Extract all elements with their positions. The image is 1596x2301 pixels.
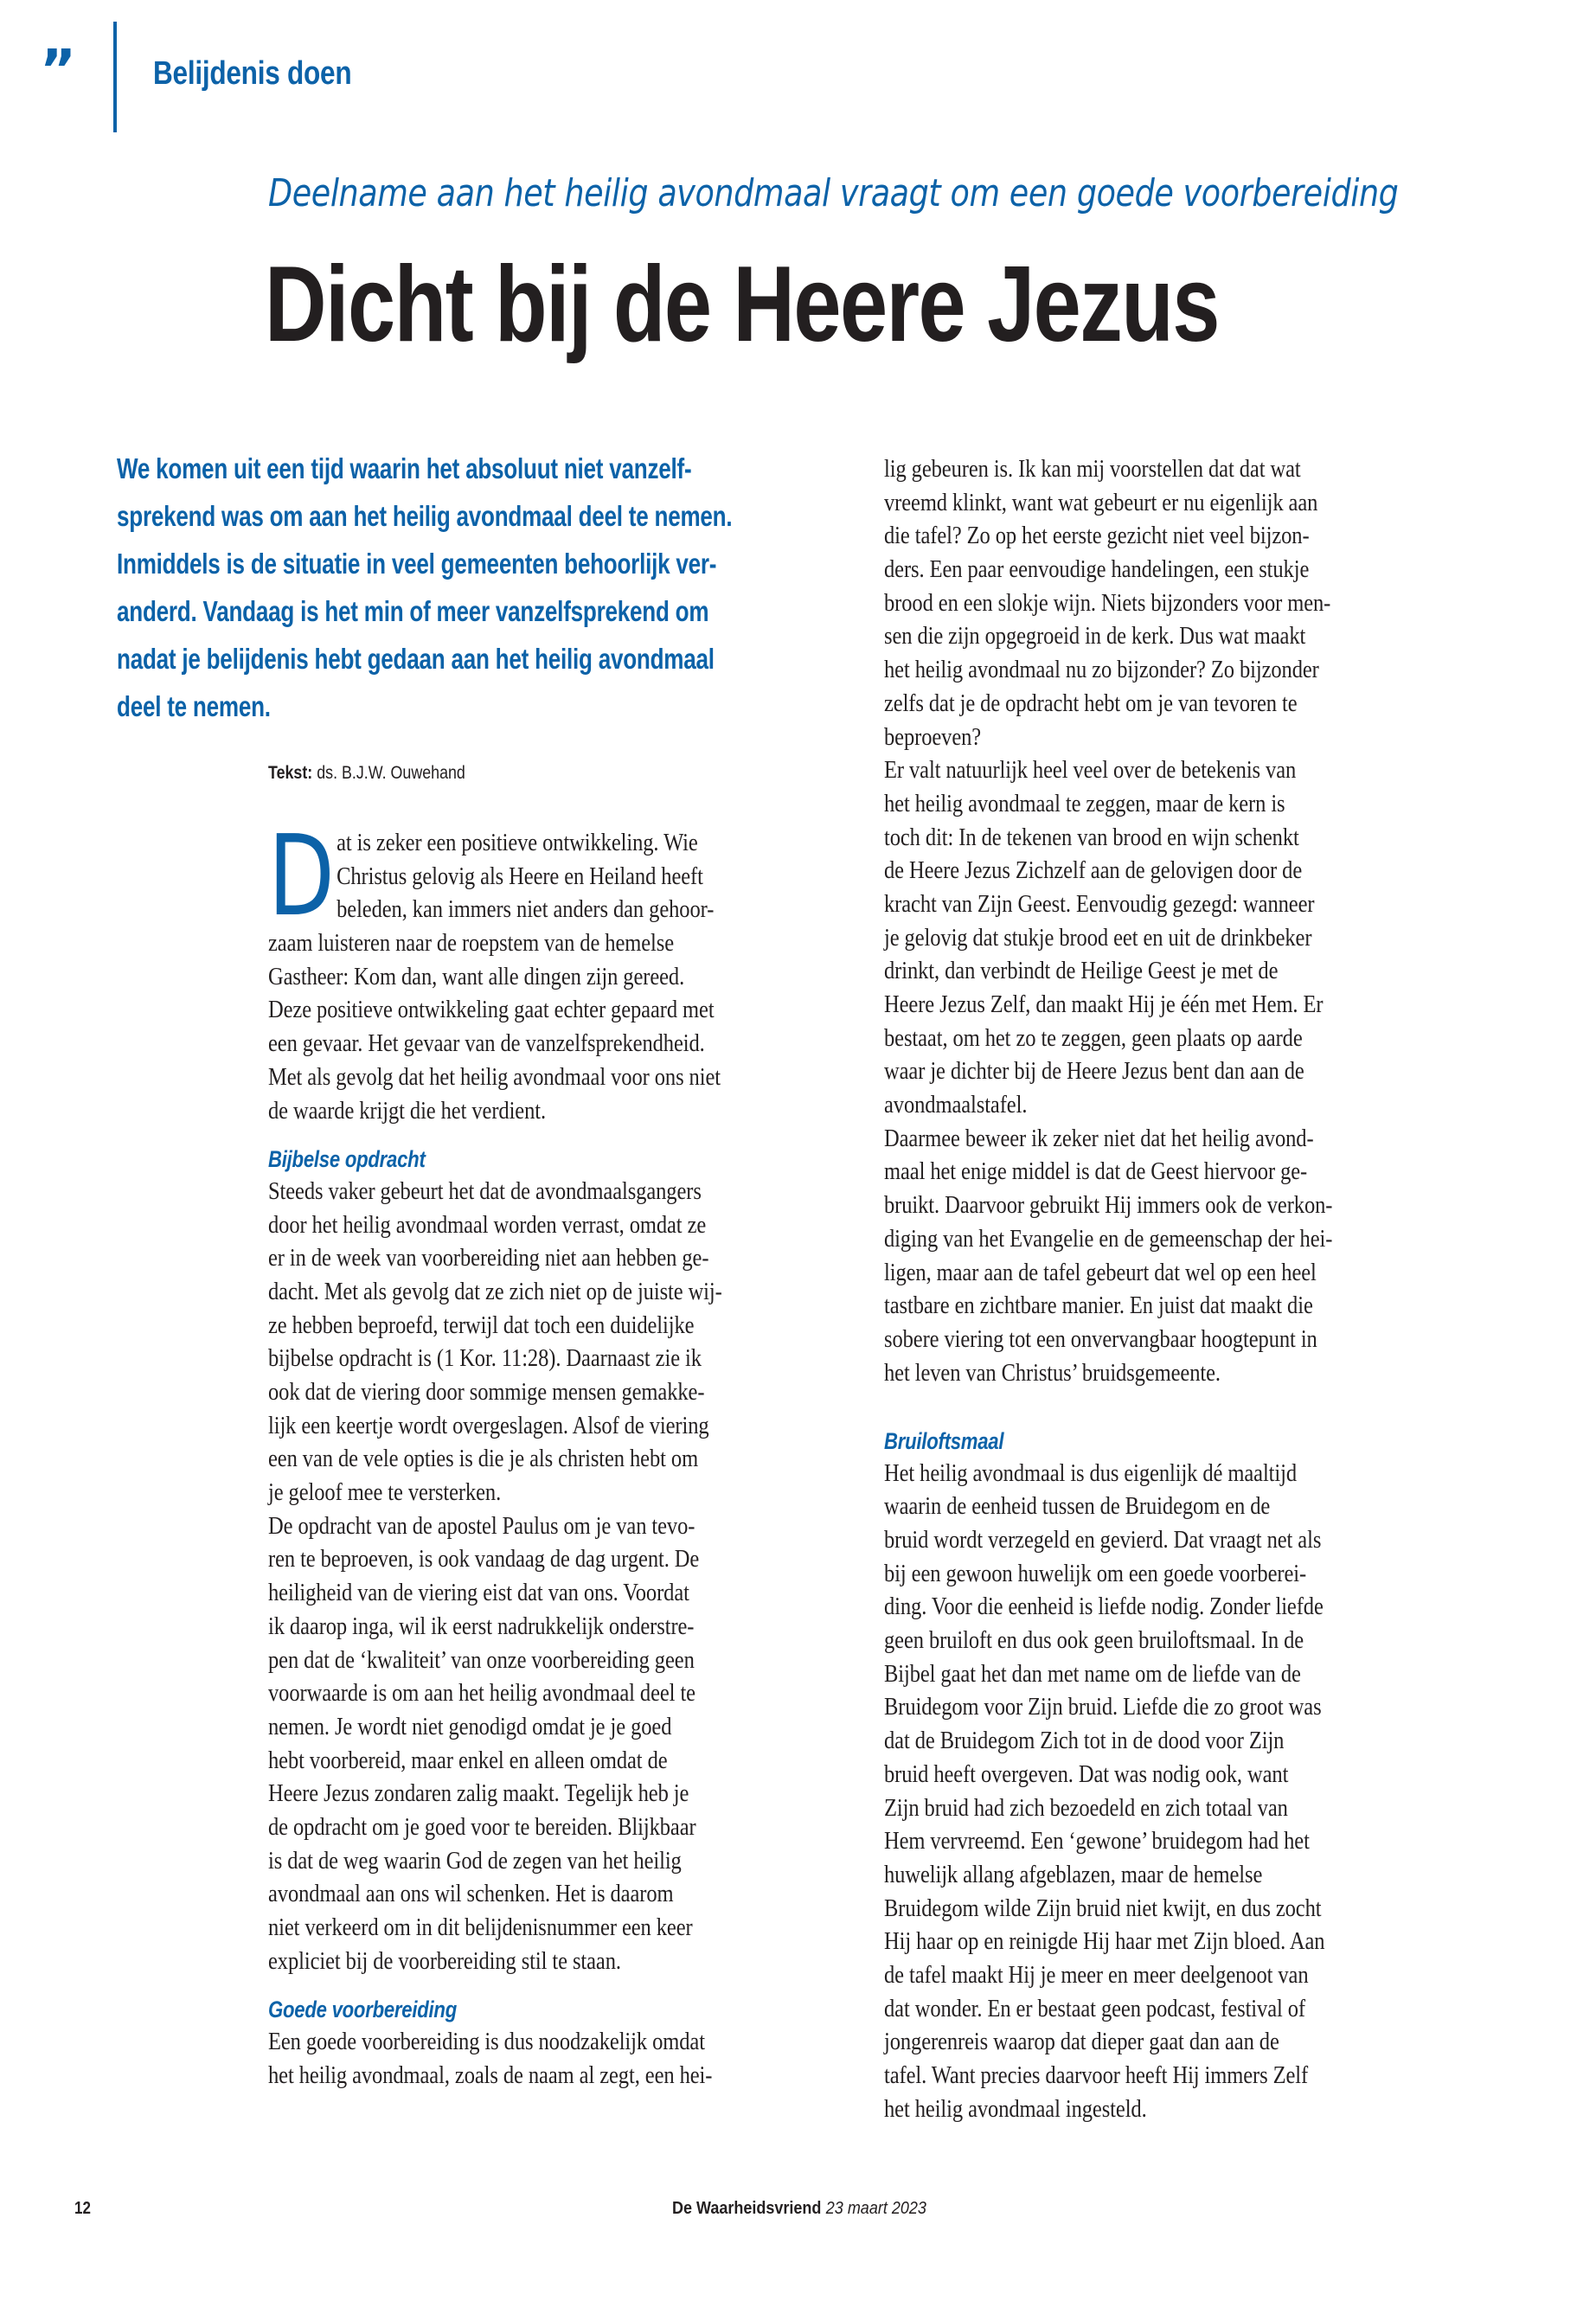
- body-line: Met als gevolg dat het heilig avondmaal voor ons niet: [268, 1063, 721, 1091]
- section-body: [884, 1458, 1507, 2127]
- body-line: is dat de weg waarin God de zegen van het heilig: [268, 1847, 682, 1875]
- body-line: sobere viering tot een onvervangbaar hoogtepunt in: [884, 1325, 1317, 1353]
- body-line: Het heilig avondmaal is dus eigenlijk dé maaltijd: [884, 1459, 1298, 1487]
- intro-line: sprekend was om aan het heilig avondmaal deel te nemen.: [117, 500, 733, 532]
- body-line: Hem vervreemd. Een ‘gewone’ bruidegom had het: [884, 1828, 1310, 1856]
- body-line: door het heilig avondmaal worden verrast, omdat ze: [268, 1211, 707, 1239]
- publication-date: 23 maart 2023: [825, 2199, 926, 2218]
- body-line: toch dit: In de tekenen van brood en wijn schenkt: [884, 824, 1299, 851]
- intro-line: deel te nemen.: [117, 690, 271, 722]
- section-body: [268, 2026, 891, 2093]
- body-line: tastbare en zichtbare manier. En juist dat maakt die: [884, 1292, 1313, 1320]
- body-line: nemen. Je wordt niet genodigd omdat je je goed: [268, 1713, 672, 1740]
- body-line: brood en een slokje wijn. Niets bijzonders voor men-: [884, 589, 1331, 617]
- byline-label: Tekst:: [268, 763, 313, 783]
- body-line: bij een gewoon huwelijk om een goede voorberei-: [884, 1560, 1307, 1587]
- footer-publication: [672, 2199, 926, 2219]
- body-line: Hij haar op en reinigde Hij haar met Zijn bloed. Aan: [884, 1928, 1325, 1956]
- body-line: De opdracht van de apostel Paulus om je van tevo-: [268, 1512, 695, 1540]
- intro-line: Inmiddels is de situatie in veel gemeenten behoorlijk ver-: [117, 548, 717, 580]
- body-line: ik daarop inga, wil ik eerst nadrukkelijk onderstre-: [268, 1612, 695, 1640]
- byline-author: ds. B.J.W. Ouwehand: [317, 763, 465, 783]
- paragraph: [268, 927, 891, 1128]
- body-line: Er valt natuurlijk heel veel over de betekenis van: [884, 757, 1297, 785]
- body-line: je geloof mee te versterken.: [268, 1479, 502, 1507]
- body-line: bruikt. Daarvoor gebruikt Hij immers ook de verkon-: [884, 1192, 1333, 1220]
- page-number: 12: [74, 2199, 91, 2218]
- body-line: ligen, maar aan de tafel gebeurt dat wel op een heel: [884, 1259, 1317, 1286]
- body-line: beleden, kan immers niet anders dan gehoor-: [337, 896, 715, 924]
- body-line: ze hebben beproefd, terwijl dat toch een duidelijke: [268, 1311, 695, 1339]
- article-subtitle: Deelname aan het heilig avondmaal vraagt om een goede voorbereiding: [268, 171, 1399, 215]
- article-intro: [117, 445, 841, 730]
- body-line: Bruidegom wilde Zijn bruid niet kwijt, en dus zocht: [884, 1894, 1322, 1922]
- body-line: er in de week van voorbereiding niet aan hebben ge-: [268, 1245, 709, 1272]
- body-line: tafel. Want precies daarvoor heeft Hij immers Zelf: [884, 2062, 1309, 2089]
- body-line: beproeven?: [884, 723, 982, 751]
- body-line: het heilig avondmaal ingesteld.: [884, 2095, 1147, 2123]
- body-line: dat wonder. En er bestaat geen podcast, festival of: [884, 1995, 1306, 2022]
- body-line: waar je dichter bij de Heere Jezus bent dan aan de: [884, 1058, 1304, 1086]
- body-line: heiligheid van de viering eist dat van ons. Voordat: [268, 1580, 689, 1607]
- closing-quote-icon: ”: [40, 39, 74, 103]
- body-line: de opdracht om je goed voor te bereiden. Blijkbaar: [268, 1813, 696, 1841]
- byline: [268, 761, 465, 785]
- subheading-goede-voorbereiding: Goede voorbereiding: [268, 1997, 457, 2023]
- intro-line: We komen uit een tijd waarin het absoluut niet vanzelf-: [117, 452, 692, 484]
- body-line: drinkt, dan verbindt de Heilige Geest je met de: [884, 958, 1279, 985]
- body-line: bruid heeft overgeven. Dat was nodig ook, want: [884, 1760, 1289, 1788]
- body-line: de waarde krijgt die het verdient.: [268, 1097, 547, 1125]
- body-line: avondmaal aan ons wil schenken. Het is daarom: [268, 1881, 674, 1908]
- spacer: [268, 1978, 891, 1992]
- subheading-bruiloftsmaal: Bruiloftsmaal: [884, 1427, 1004, 1454]
- body-line: ook dat de viering door sommige mensen gemakke-: [268, 1379, 705, 1406]
- body-line: expliciet bij de voorbereiding stil te staan.: [268, 1947, 621, 1975]
- body-line: ren te beproeven, is ook vandaag de dag urgent. De: [268, 1546, 700, 1574]
- body-line: Zijn bruid had zich bezoedeld en zich totaal van: [884, 1794, 1288, 1822]
- body-line: avondmaalstafel.: [884, 1092, 1028, 1119]
- body-line: lig gebeuren is. Ik kan mij voorstellen dat dat wat: [884, 456, 1301, 483]
- body-line: bruid wordt verzegeld en gevierd. Dat vraagt net als: [884, 1527, 1322, 1554]
- body-line: Een goede voorbereiding is dus noodzakelijk omdat: [268, 2029, 705, 2056]
- body-line: het heilig avondmaal te zeggen, maar de kern is: [884, 790, 1285, 817]
- body-line: Deze positieve ontwikkeling gaat echter gepaard met: [268, 997, 715, 1024]
- body-line: een gevaar. Het gevaar van de vanzelfsprekendheid.: [268, 1030, 705, 1058]
- body-line: Heere Jezus Zelf, dan maakt Hij je één met Hem. Er: [884, 991, 1324, 1018]
- spacer: [268, 1128, 891, 1142]
- body-line: de tafel maakt Hij je meer en meer deelgenoot van: [884, 1961, 1309, 1989]
- article-title: Dicht bij de Heere Jezus: [265, 245, 1219, 364]
- body-line: huwelijk allang afgeblazen, maar de hemelse: [884, 1861, 1263, 1888]
- body-line: ders. Een paar eenvoudige handelingen, een stukje: [884, 556, 1310, 584]
- body-line: voorwaarde is om aan het heilig avondmaal deel te: [268, 1680, 695, 1708]
- opening-lines: [268, 827, 891, 927]
- body-line: at is zeker een positieve ontwikkeling. Wie: [337, 830, 698, 856]
- body-line: Christus gelovig als Heere en Heiland heeft: [337, 862, 703, 890]
- body-line: zelfs dat je de opdracht hebt om je van tevoren te: [884, 689, 1298, 717]
- body-line: geen bruiloft en dus ook geen bruiloftsmaal. In de: [884, 1627, 1304, 1655]
- body-line: een van de vele opties is die je als christen hebt om: [268, 1445, 699, 1473]
- body-line: maal het enige middel is dat de Geest hiervoor ge-: [884, 1158, 1308, 1186]
- body-line: dacht. Met als gevolg dat ze zich niet op de juiste wij-: [268, 1278, 722, 1305]
- body-line: Heere Jezus zondaren zalig maakt. Tegelijk heb je: [268, 1780, 689, 1808]
- body-line: sen die zijn opgegroeid in de kerk. Dus wat maakt: [884, 623, 1306, 651]
- body-line: die tafel? Zo op het eerste gezicht niet veel bijzon-: [884, 522, 1310, 550]
- body-line: diging van het Evangelie en de gemeenschap der hei-: [884, 1225, 1333, 1253]
- body-line: Steeds vaker gebeurt het dat de avondmaalsgangers: [268, 1177, 702, 1205]
- body-line: het heilig avondmaal, zoals de naam al zegt, een hei-: [268, 2061, 713, 2089]
- body-line: het leven van Christus’ bruidsgemeente.: [884, 1359, 1221, 1387]
- body-line: Bruidegom voor Zijn bruid. Liefde die zo groot was: [884, 1694, 1322, 1721]
- left-column: [268, 812, 891, 2093]
- section-body: [884, 453, 1507, 1390]
- body-line: hebt voorbereid, maar enkel en alleen omdat de: [268, 1747, 668, 1774]
- spacer: [884, 1390, 1507, 1424]
- body-line: zaam luisteren naar de roepstem van de hemelse: [268, 930, 675, 958]
- subheading-bijbelse-opdracht: Bijbelse opdracht: [268, 1146, 426, 1173]
- body-line: bijbelse opdracht is (1 Kor. 11:28). Daarnaast zie ik: [268, 1345, 702, 1373]
- body-line: Gastheer: Kom dan, want alle dingen zijn gereed.: [268, 963, 685, 990]
- body-line: pen dat de ‘kwaliteit’ van onze voorbereiding geen: [268, 1646, 695, 1674]
- drop-cap: D: [268, 812, 335, 941]
- body-line: ding. Voor die eenheid is liefde nodig. Zonder liefde: [884, 1593, 1324, 1621]
- body-line: kracht van Zijn Geest. Eenvoudig gezegd: wanneer: [884, 890, 1315, 918]
- body-line: vreemd klinkt, want wat gebeurt er nu eigenlijk aan: [884, 489, 1318, 516]
- section-label: Belijdenis doen: [153, 55, 352, 92]
- body-line: lijk een keertje wordt overgeslagen. Alsof de viering: [268, 1412, 709, 1439]
- publication-name: De Waarheidsvriend: [672, 2199, 822, 2218]
- body-line: bestaat, om het zo te zeggen, geen plaats op aarde: [884, 1024, 1303, 1052]
- body-line: waarin de eenheid tussen de Bruidegom en de: [884, 1493, 1271, 1521]
- body-line: Daarmee beweer ik zeker niet dat het heilig avond-: [884, 1125, 1314, 1152]
- section-body: [268, 1176, 891, 1979]
- body-line: dat de Bruidegom Zich tot in de dood voor Zijn: [884, 1727, 1285, 1755]
- intro-line: nadat je belijdenis hebt gedaan aan het heilig avondmaal: [117, 643, 715, 675]
- section-divider: [113, 22, 117, 132]
- body-line: Bijbel gaat het dan met name om de liefde van de: [884, 1660, 1301, 1688]
- body-line: jongerenreis waarop dat dieper gaat dan aan de: [884, 2029, 1279, 2056]
- intro-line: anderd. Vandaag is het min of meer vanzelfsprekend om: [117, 595, 709, 627]
- body-line: niet verkeerd om in dit belijdenisnummer een keer: [268, 1914, 693, 1941]
- body-line: de Heere Jezus Zichzelf aan de gelovigen door de: [884, 857, 1303, 885]
- body-line: het heilig avondmaal nu zo bijzonder? Zo bijzonder: [884, 657, 1319, 684]
- body-line: je gelovig dat stukje brood eet en uit de drinkbeker: [884, 924, 1312, 952]
- right-column: [884, 453, 1507, 2126]
